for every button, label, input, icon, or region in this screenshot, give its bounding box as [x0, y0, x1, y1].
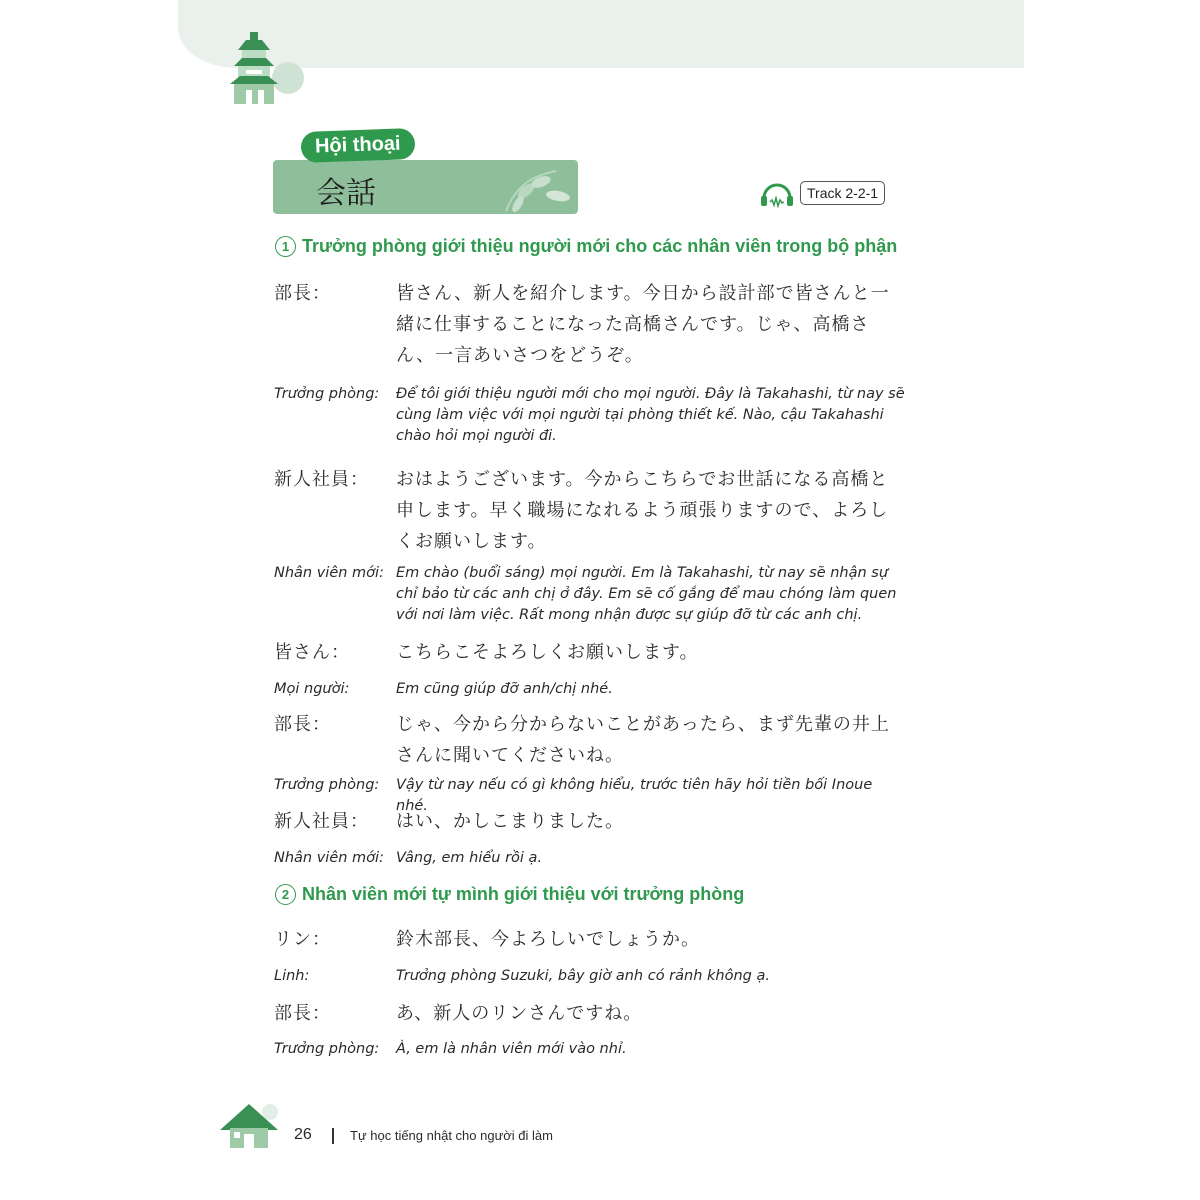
dialogue-text: あ、新人のリンさんですね。	[396, 1003, 643, 1024]
page-number: 26	[294, 1126, 312, 1143]
dialogue-text: Vậy từ nay nếu có gì không hiểu, trước tiên hãy hỏi tiền bối Inoue nhé.	[396, 777, 873, 814]
speaker: Nhân viên mới:	[274, 850, 384, 866]
page-title: 会話	[316, 176, 376, 211]
speaker: 部長：	[274, 283, 331, 304]
headphone-icon[interactable]	[758, 178, 796, 210]
section-tag: Hội thoại	[300, 128, 415, 163]
castle-icon	[216, 20, 306, 110]
dialogue-text: 鈴木部長、今よろしいでしょうか。	[396, 929, 700, 950]
dialogue-text: Em chào (buổi sáng) mọi người. Em là Takahashi, từ nay sẽ nhận sự chỉ bảo từ các anh chị ở đây. Em sẽ cố gắng để mau chóng làm quen với nơi làm việc. Rất mong nhận được sự giúp đỡ từ các anh chị.	[396, 565, 897, 623]
leaf-icon	[496, 166, 576, 216]
dialogue-text: Vâng, em hiểu rồi ạ.	[396, 850, 543, 866]
speaker: Trưởng phòng:	[274, 1041, 380, 1057]
house-icon	[218, 1100, 280, 1150]
book-title: Tự học tiếng nhật cho người đi làm	[350, 1128, 553, 1143]
speaker: 新人社員：	[274, 811, 369, 832]
dialogue-text: こちらこそよろしくお願いします。	[396, 642, 699, 663]
speaker: 部長：	[274, 714, 331, 735]
dialogue-text: 皆さん、新人を紹介します。今日から設計部で皆さんと一緒に仕事することになった高橋さんです。じゃ、高橋さん、一言あいさつをどうぞ。	[396, 283, 890, 366]
dialogue-text: はい、かしこまりました。	[396, 811, 624, 832]
section-number: 1	[275, 236, 296, 257]
speaker: Trưởng phòng:	[274, 777, 380, 793]
dialogue-text: Em cũng giúp đỡ anh/chị nhé.	[396, 681, 613, 697]
section-title: Nhân viên mới tự mình giới thiệu với trưởng phòng	[302, 884, 745, 904]
track-label: Track 2-2-1	[800, 181, 885, 205]
speaker: 新人社員：	[274, 469, 369, 490]
footer-divider	[332, 1128, 334, 1144]
section-number: 2	[275, 884, 296, 905]
section-heading-2	[275, 884, 744, 905]
page	[178, 0, 1024, 1200]
speaker: Mọi người:	[274, 681, 350, 697]
section-title: Trưởng phòng giới thiệu người mới cho các nhân viên trong bộ phận	[302, 236, 898, 256]
dialogue-text: Để tôi giới thiệu người mới cho mọi người. Đây là Takahashi, từ nay sẽ cùng làm việc với mọi người tại phòng thiết kế. Nào, cậu Takahashi chào hỏi mọi người đi.	[396, 386, 905, 444]
speaker: Trưởng phòng:	[274, 386, 380, 402]
section-heading-1	[275, 236, 897, 257]
speaker: 皆さん：	[274, 642, 350, 663]
speaker: Nhân viên mới:	[274, 565, 384, 581]
speaker: Linh:	[274, 968, 310, 984]
dialogue-text: じゃ、今から分からないことがあったら、まず先輩の井上さんに聞いてくださいね。	[396, 714, 890, 766]
dialogue-text: おはようございます。今からこちらでお世話になる高橋と申します。早く職場になれるよう頑張りますので、よろしくお願いします。	[396, 469, 889, 552]
speaker: 部長：	[274, 1003, 331, 1024]
speaker: リン：	[274, 929, 331, 950]
dialogue-text: À, em là nhân viên mới vào nhỉ.	[396, 1041, 627, 1057]
dialogue-text: Trưởng phòng Suzuki, bây giờ anh có rảnh không ạ.	[396, 968, 770, 984]
